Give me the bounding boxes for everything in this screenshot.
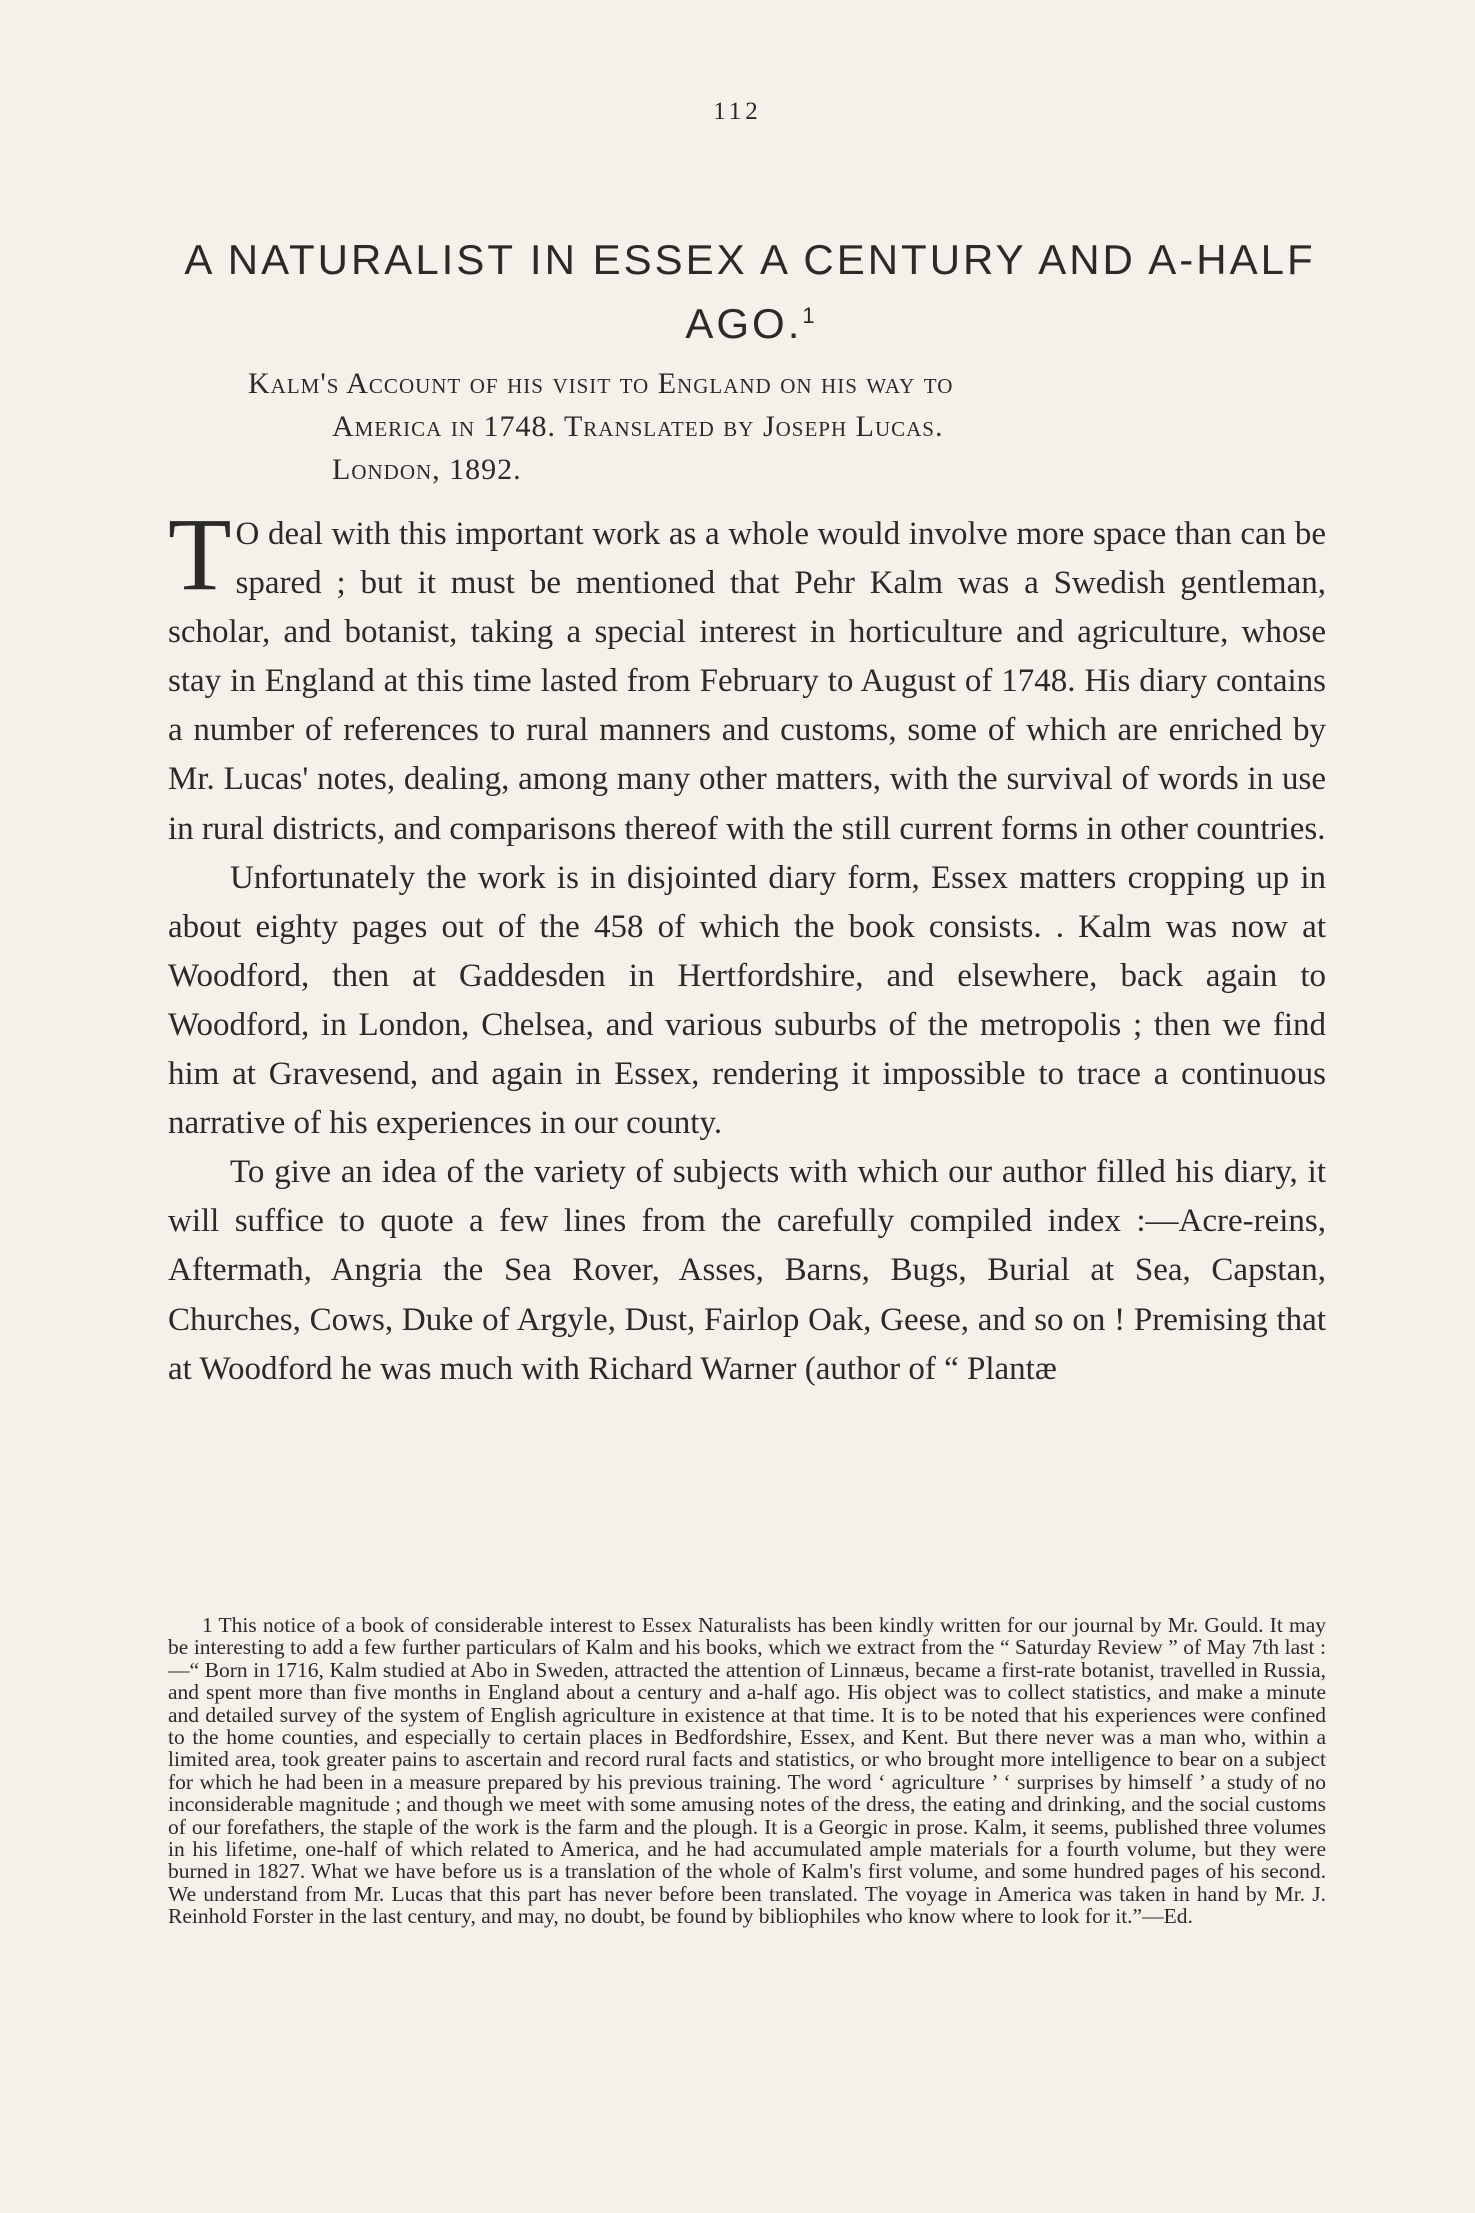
source-citation: [248, 362, 1238, 491]
paragraph-1-text: O deal with this important work as a whole would involve more space than can be spared ; but it must be mentioned that Pehr Kalm was a Swedish gentleman, scholar, and botanist, taking a special interest in horticulture and agriculture, whose stay in England at this time lasted from February to August of 1748. His diary contains a number of references to rural manners and customs, some of which are enriched by Mr. Lucas' notes, dealing, among many other matters, with the survival of words in use in rural districts, and comparisons thereof with the still current forms in other countries.: [168, 516, 1326, 847]
footnote: 1 This notice of a book of considerable interest to Essex Naturalists has been kindly written for our journal by Mr. Gould. It may be interesting to add a few further particulars of Kalm and his books, which we extract from the “ Saturday Review ” of May 7th last :—“ Born in 1716, Kalm studied at Abo in Sweden, attracted the attention of Linnæus, became a first-rate botanist, travelled in Russia, and spent more than five months in England about a century and a-half ago. His object was to collect statistics, and make a minute and detailed survey of the system of English agriculture in existence at that time. It is to be noted that his experiences were confined to the home counties, and especially to certain places in Bedfordshire, Essex, and Kent. But there never was a man who, within a limited area, took greater pains to ascertain and record rural facts and statistics, or who brought more intelligence to bear on a subject for which he had been in a measure prepared by his previous training. The word ‘ agriculture ’ ‘ surprises by himself ’ a study of no inconsiderable magnitude ; and though we meet with some amusing notes of the dress, the eating and drinking, and the social customs of our forefathers, the staple of the work is the farm and the plough. It is a Georgic in prose. Kalm, it seems, published three volumes in his lifetime, one-half of which related to America, and he had accumulated ample materials for a fourth volume, but they were burned in 1827. What we have before us is a translation of the whole of Kalm's first volume, and some hundred pages of his second. We understand from Mr. Lucas that this part has never before been translated. The voyage in America was taken in hand by Mr. J. Reinhold Forster in the last century, and may, no doubt, be found by bibliophiles who know where to look for it.”—Ed.: [168, 1613, 1326, 1929]
drop-cap: T: [168, 497, 232, 612]
source-line-1: Kalm's Account of his visit to England on his way to: [248, 367, 954, 400]
source-line-3: London, 1892.: [332, 453, 522, 486]
footnote-marker: 1: [802, 303, 815, 328]
paragraph-1: [168, 497, 1326, 854]
page-number: 112: [713, 98, 762, 125]
article-body: [168, 497, 1326, 1394]
paragraph-3: To give an idea of the variety of subjects with which our author filled his diary, it will suffice to quote a few lines from the carefully compiled index :—Acre-reins, Aftermath, Angria the Sea Rover, Asses, Barns, Bugs, Burial at Sea, Capstan, Churches, Cows, Duke of Argyle, Dust, Fairlop Oak, Geese, and so on ! Premising that at Woodford he was much with Richard Warner (author of “ Plantæ: [168, 1154, 1326, 1387]
article-title-text: A NATURALIST IN ESSEX A CENTURY AND A-HALF AGO.: [184, 236, 1316, 347]
paragraph-2: Unfortunately the work is in disjointed diary form, Essex matters cropping up in about eighty pages out of the 458 of which the book consists. . Kalm was now at Woodford, then at Gaddesden in Hertfordshire, and elsewhere, back again to Woodford, in London, Chelsea, and various suburbs of the metropolis ; then we find him at Gravesend, and again in Essex, rendering it impossible to trace a continuous narrative of his experiences in our county.: [168, 859, 1326, 1142]
source-line-2: America in 1748. Translated by Joseph Lucas.: [332, 410, 944, 443]
article-title: [160, 232, 1340, 352]
